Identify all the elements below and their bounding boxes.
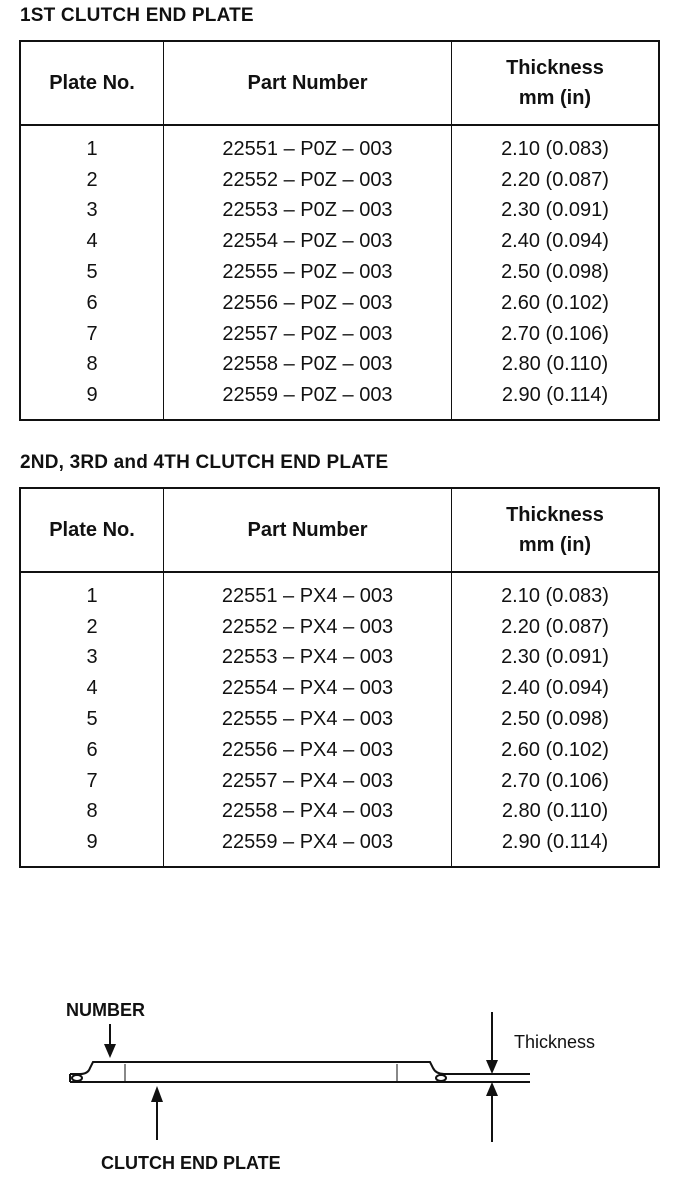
table-row [20, 196, 659, 227]
clutch-end-plate-label: CLUTCH END PLATE [101, 1153, 281, 1173]
header-thickness: Thickness mm (in) [452, 488, 660, 572]
part-number-cell: 22553 – P0Z – 003 [164, 196, 452, 227]
part-number-cell: 22558 – PX4 – 003 [164, 797, 452, 828]
thickness-cell: 2.90 (0.114) [501, 831, 609, 854]
header-thickness: Thickness mm (in) [452, 41, 660, 125]
thickness-cell: 2.70 (0.106) [501, 769, 609, 792]
thickness-cell: 2.10 (0.083) [501, 137, 609, 160]
table-row [20, 319, 659, 350]
thickness-cell: 2.50 (0.098) [501, 708, 609, 731]
part-number-cell: 22555 – PX4 – 003 [164, 704, 452, 735]
thickness-cell: 2.80 (0.110) [501, 353, 609, 376]
number-arrow [104, 1024, 116, 1058]
plate-no-cell: 8 [20, 350, 164, 381]
table-row [20, 612, 659, 643]
part-number-cell: 22551 – PX4 – 003 [164, 572, 452, 612]
plate-no-cell: 3 [20, 643, 164, 674]
part-number-cell: 22556 – PX4 – 003 [164, 735, 452, 766]
thickness-cell: 2.30 (0.091) [501, 199, 609, 222]
header-row [20, 488, 659, 572]
clutch-end-plate-diagram [0, 990, 688, 1194]
table-row [20, 288, 659, 319]
table-row [20, 797, 659, 828]
plate-cross-section [0, 990, 688, 1194]
part-number-cell: 22556 – P0Z – 003 [164, 288, 452, 319]
table-row [20, 380, 659, 420]
thickness-arrows [486, 1012, 498, 1142]
table-row [20, 350, 659, 381]
plate-no-cell: 8 [20, 797, 164, 828]
part-number-cell: 22554 – P0Z – 003 [164, 226, 452, 257]
section-title-1st-clutch: 1ST CLUTCH END PLATE [20, 5, 254, 26]
thickness-cell: 2.60 (0.102) [501, 291, 609, 314]
plate-no-cell: 5 [20, 257, 164, 288]
part-number-cell: 22554 – PX4 – 003 [164, 673, 452, 704]
part-number-cell: 22553 – PX4 – 003 [164, 643, 452, 674]
plate-no-cell: 4 [20, 226, 164, 257]
header-plate-no: Plate No. [20, 41, 164, 125]
table-row [20, 257, 659, 288]
plate-no-cell: 6 [20, 288, 164, 319]
section-title-2nd-3rd-4th-clutch: 2ND, 3RD and 4TH CLUTCH END PLATE [20, 452, 389, 473]
table-row [20, 827, 659, 867]
plate-no-cell: 7 [20, 766, 164, 797]
table-row [20, 735, 659, 766]
table-row [20, 165, 659, 196]
number-label: NUMBER [66, 1000, 145, 1020]
thickness-cell: 2.40 (0.094) [501, 677, 609, 700]
thickness-cell: 2.80 (0.110) [501, 800, 609, 823]
thickness-cell: 2.20 (0.087) [501, 168, 609, 191]
plate-no-cell: 6 [20, 735, 164, 766]
plate-no-cell: 9 [20, 380, 164, 420]
part-number-cell: 22551 – P0Z – 003 [164, 125, 452, 165]
plate-arrow [151, 1086, 163, 1140]
plate-no-cell: 4 [20, 673, 164, 704]
plate-profile [70, 1062, 530, 1082]
plate-no-cell: 3 [20, 196, 164, 227]
part-number-cell: 22559 – PX4 – 003 [164, 827, 452, 867]
table-body [20, 125, 659, 420]
table-row [20, 766, 659, 797]
plate-no-cell: 1 [20, 125, 164, 165]
plate-no-cell: 2 [20, 612, 164, 643]
plate-no-cell: 2 [20, 165, 164, 196]
thickness-cell: 2.30 (0.091) [501, 646, 609, 669]
plate-no-cell: 5 [20, 704, 164, 735]
plate-no-cell: 9 [20, 827, 164, 867]
part-number-cell: 22552 – P0Z – 003 [164, 165, 452, 196]
thickness-cell: 2.10 (0.083) [501, 584, 609, 607]
thickness-cell: 2.20 (0.087) [501, 615, 609, 638]
thickness-cell: 2.40 (0.094) [501, 230, 609, 253]
spec-table-2nd-3rd-4th-clutch [19, 487, 660, 868]
thickness-cell: 2.70 (0.106) [501, 322, 609, 345]
part-number-cell: 22558 – P0Z – 003 [164, 350, 452, 381]
header-part-number: Part Number [164, 41, 452, 125]
table-row [20, 226, 659, 257]
header-row [20, 41, 659, 125]
table-body [20, 572, 659, 867]
table-row [20, 643, 659, 674]
thickness-cell: 2.50 (0.098) [501, 261, 609, 284]
table-row [20, 673, 659, 704]
part-number-cell: 22559 – P0Z – 003 [164, 380, 452, 420]
table-row [20, 572, 659, 612]
part-number-cell: 22552 – PX4 – 003 [164, 612, 452, 643]
header-plate-no: Plate No. [20, 488, 164, 572]
part-number-cell: 22557 – PX4 – 003 [164, 766, 452, 797]
thickness-label: Thickness [514, 1032, 596, 1052]
thickness-cell: 2.60 (0.102) [501, 738, 609, 761]
header-part-number: Part Number [164, 488, 452, 572]
plate-no-cell: 7 [20, 319, 164, 350]
plate-no-cell: 1 [20, 572, 164, 612]
table-row [20, 704, 659, 735]
table-row [20, 125, 659, 165]
part-number-cell: 22555 – P0Z – 003 [164, 257, 452, 288]
part-number-cell: 22557 – P0Z – 003 [164, 319, 452, 350]
thickness-cell: 2.90 (0.114) [501, 384, 609, 407]
spec-table-1st-clutch [19, 40, 660, 421]
